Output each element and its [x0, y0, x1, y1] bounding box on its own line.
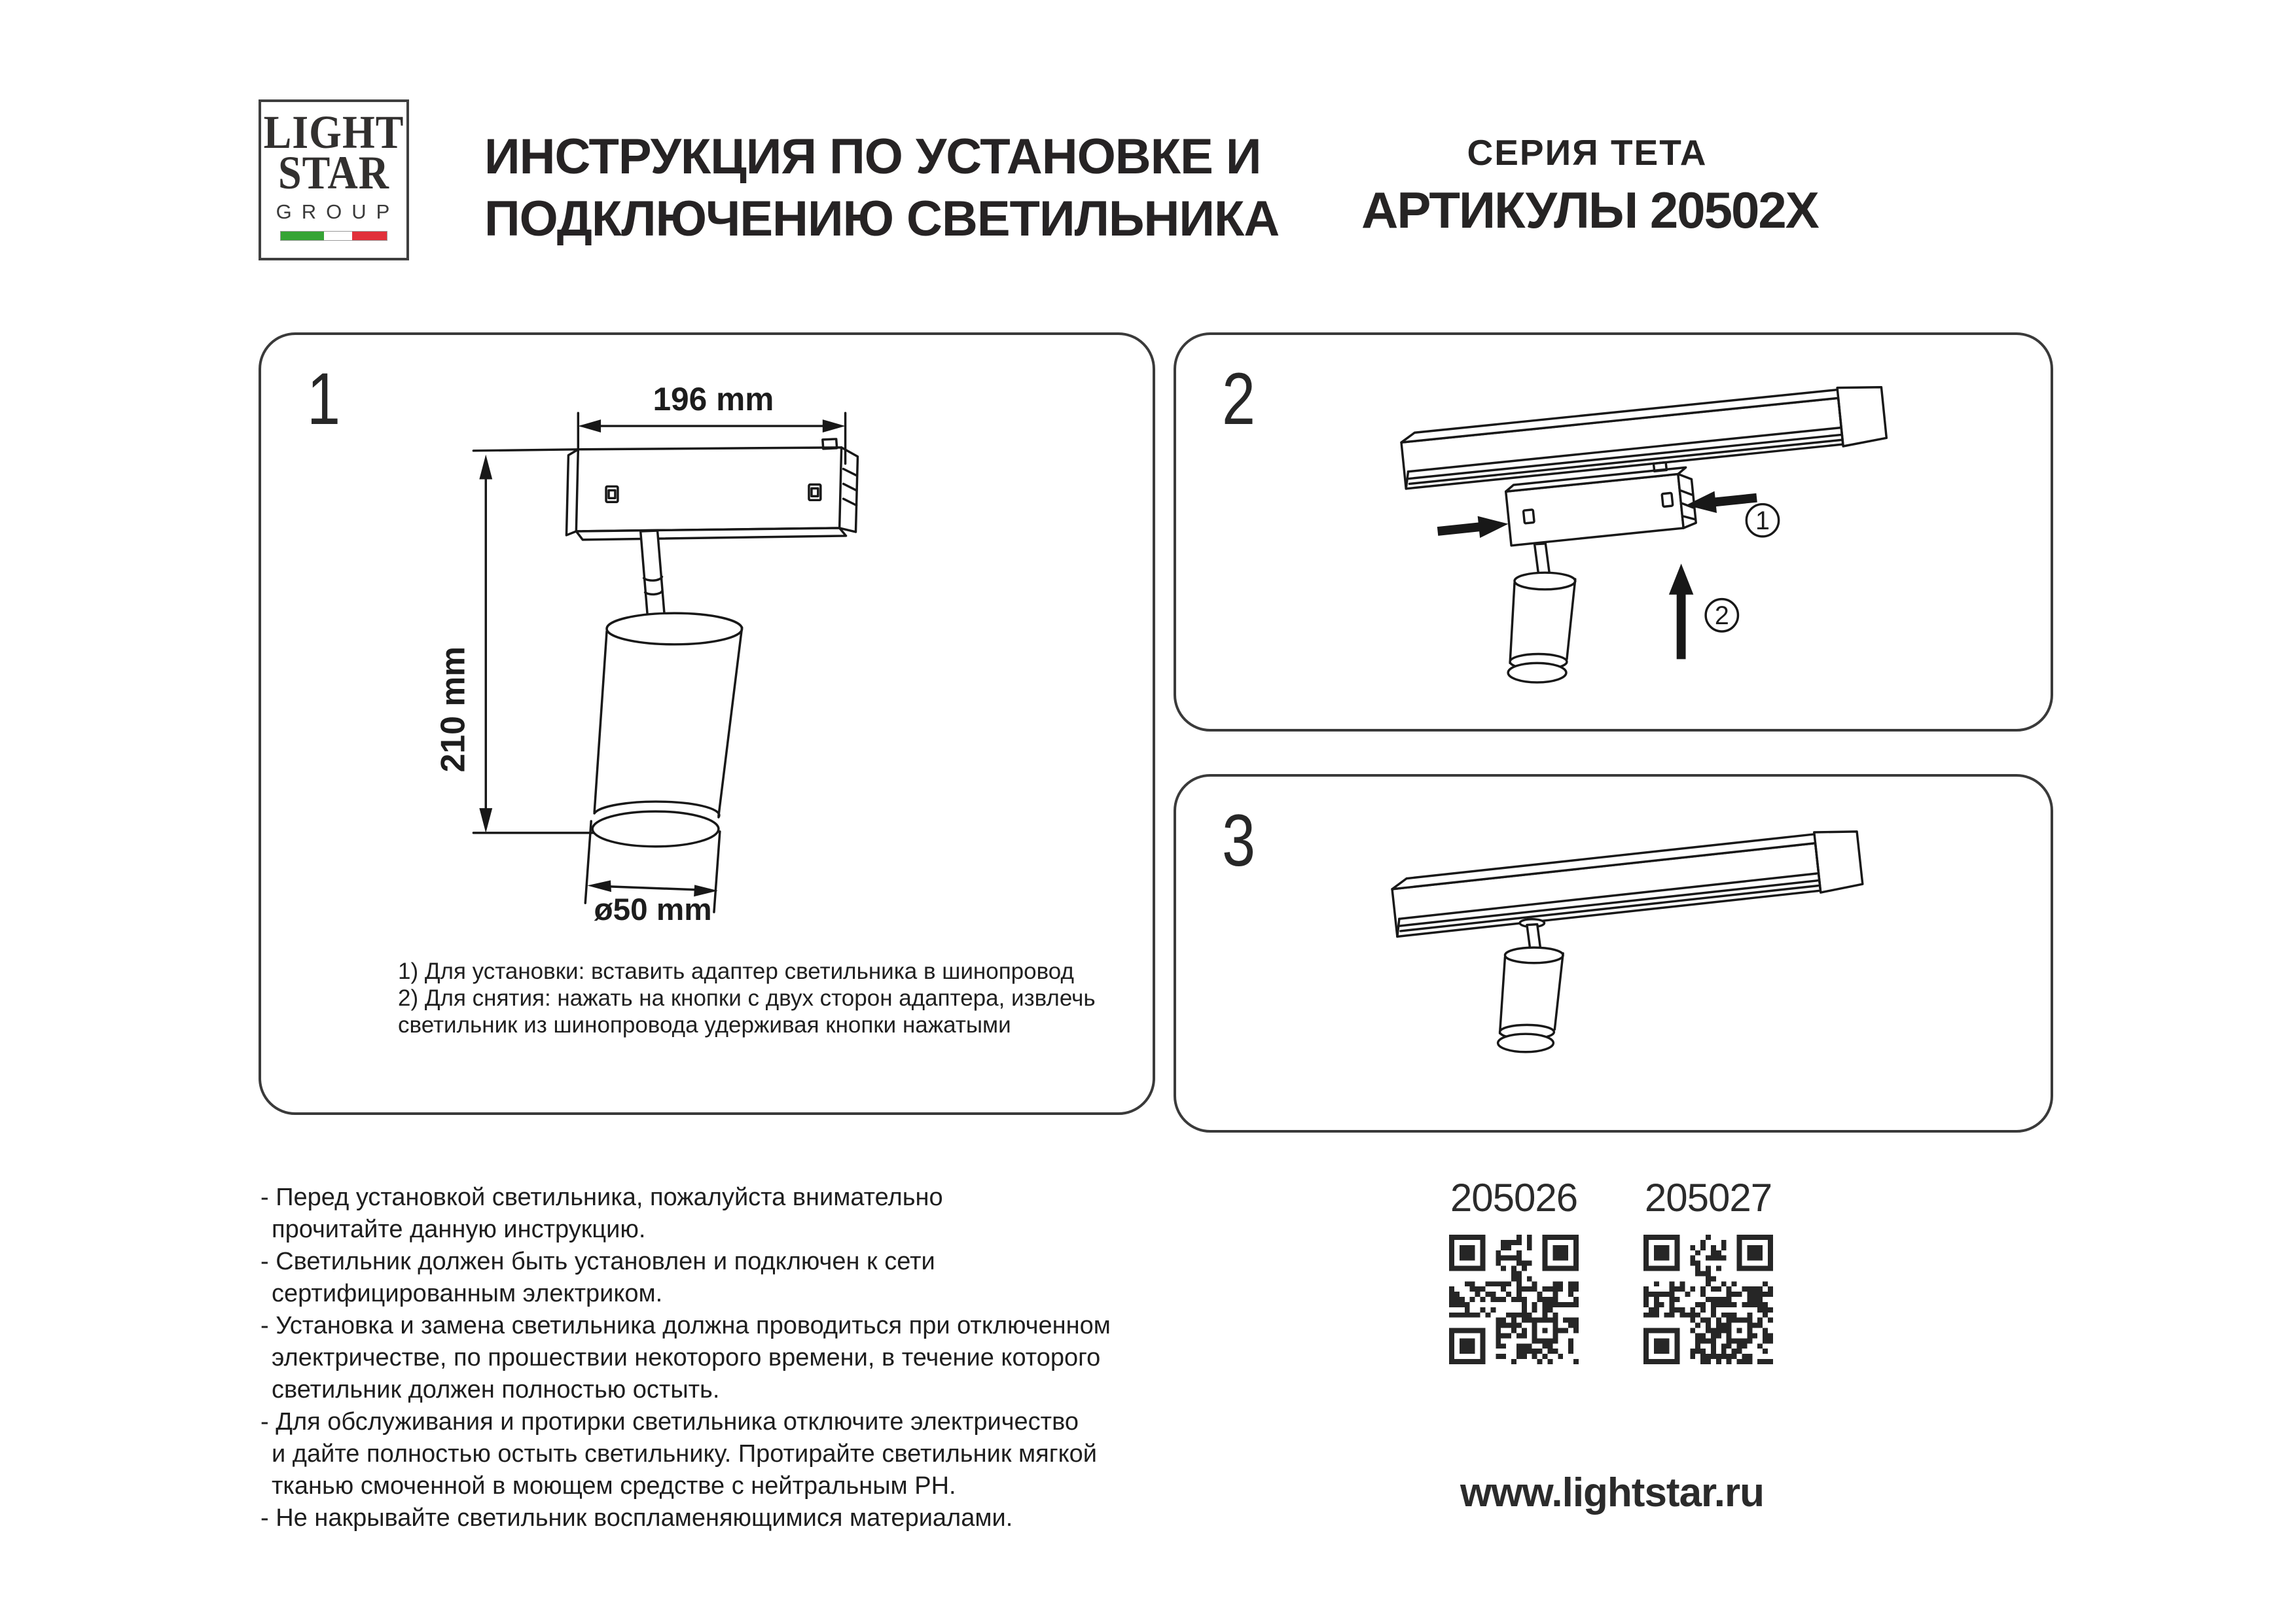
panel-3-number: 3 [1222, 800, 1256, 881]
title-line-1: ИНСТРУКЦИЯ ПО УСТАНОВКЕ И [484, 129, 1261, 185]
mounted-diagram [1176, 777, 2051, 1130]
warning-list [260, 1182, 1151, 1534]
lamp-drawing [1498, 919, 1564, 1052]
italy-flag-icon [280, 231, 387, 241]
lamp-drawing [1508, 544, 1575, 682]
track-rail [1391, 828, 1863, 938]
title-line-2: ПОДКЛЮЧЕНИЮ СВЕТИЛЬНИКА [484, 191, 1280, 247]
logo-light: LIGHT [263, 106, 404, 158]
warning-line: и дайте полностью остыть светильнику. Протирайте светильник мягкой [272, 1440, 1097, 1468]
panel-dimensions [259, 332, 1155, 1115]
svg-text:2: 2 [1714, 601, 1729, 631]
logo-star: STAR [278, 147, 389, 199]
note-line: светильник из шинопровода удерживая кнопки нажатыми [398, 1012, 1011, 1038]
articles-label: АРТИКУЛЫ 20502X [1361, 181, 1818, 239]
website-url: www.lightstar.ru [1460, 1470, 1764, 1515]
press-arrow-left-icon [1437, 513, 1509, 542]
warning-line: - Установка и замена светильника должна проводиться при отключенном [260, 1312, 1111, 1339]
svg-text:1: 1 [1755, 506, 1770, 536]
series-label: СЕРИЯ TETA [1467, 132, 1708, 173]
panel-1-number: 1 [307, 358, 341, 440]
panel-installation [1174, 332, 2053, 732]
callout-2 [1706, 599, 1738, 631]
warning-line: - Не накрывайте светильник воспламеняющимися материалами. [260, 1504, 1013, 1532]
qr-code-205026 [1442, 1227, 1586, 1371]
warning-line: сертифицированным электриком. [272, 1280, 663, 1307]
track-adapter-drawing [566, 439, 857, 540]
note-line: 2) Для снятия: нажать на кнопки с двух сторон адаптера, извлечь [398, 985, 1096, 1011]
logo-group: GROUP [276, 200, 400, 223]
article-number-right: 205027 [1644, 1176, 1772, 1220]
callout-1 [1746, 504, 1778, 537]
page-title [484, 126, 1280, 250]
lamp-drawing [592, 531, 742, 847]
panel-2-number: 2 [1222, 358, 1256, 440]
install-notes [398, 958, 1131, 1038]
warning-line: тканью смоченной в моющем средстве с нейтральным PH. [272, 1472, 956, 1500]
qr-code-image [1643, 1235, 1773, 1364]
installation-diagram [1176, 335, 2051, 729]
dim-196-label: 196 mm [653, 381, 774, 418]
lightstar-logo [259, 99, 409, 260]
note-line: 1) Для установки: вставить адаптер светильника в шинопровод [398, 959, 1074, 984]
warning-line: светильник должен полностью остыть. [272, 1376, 720, 1403]
warning-line: - Перед установкой светильника, пожалуйста внимательно [260, 1184, 943, 1211]
warning-line: - Светильник должен быть установлен и подключен к сети [260, 1248, 935, 1275]
warning-line: электричестве, по прошествии некоторого времени, в течение которого [272, 1344, 1101, 1371]
dim-50-label: ø50 mm [594, 892, 712, 927]
product-header [1361, 132, 1818, 239]
qr-code-image [1449, 1235, 1579, 1364]
article-number-left: 205026 [1450, 1176, 1578, 1220]
flag-green [281, 232, 324, 240]
flag-red [352, 232, 387, 240]
flag-white [324, 232, 351, 240]
warning-line: прочитайте данную инструкцию. [272, 1216, 646, 1243]
dim-210-label: 210 mm [433, 646, 472, 773]
insert-arrow-up-icon [1669, 563, 1694, 659]
qr-code-205027 [1636, 1227, 1780, 1371]
warning-line: - Для обслуживания и протирки светильника отключите электричество [260, 1408, 1079, 1436]
panel-mounted [1174, 774, 2053, 1133]
